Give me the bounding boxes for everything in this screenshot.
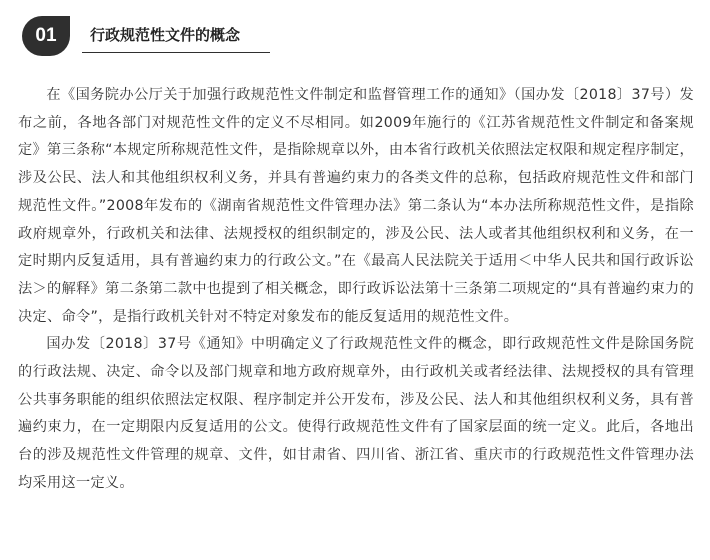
paragraph-1: 在《国务院办公厅关于加强行政规范性文件制定和监督管理工作的通知》（国办发〔2018〕37号）发布之前，各地各部门对规范性文件的定义不尽相同。如2009年施行的《江苏省规范性文件制定和备案规定》第三条称“本规定所称规范性文件，是指除规章以外，由本省行政机关依照法定权限和规定程序制定，涉及公民、法人和其他组织权利义务，并具有普遍约束力的各类文件的总称，包括政府规范性文件和部门规范性文件。”2008年发布的《湖南省规范性文件管理办法》第二条认为“本办法所称规范性文件，是指除政府规章外，行政机关和法律、法规授权的组织制定的，涉及公民、法人或者其他组织权利和义务，在一定时期内反复适用，具有普遍约束力的行政公文。”在《最高人民法院关于适用＜中华人民共和国行政诉讼法＞的解释》第二条第二款中也提到了相关概念，即行政诉讼法第十三条第二项规定的“具有普遍约束力的决定、命令”，是指行政机关针对不特定对象发布的能反复适用的规范性文件。 [18,87,694,325]
paragraph-2: 国办发〔2018〕37号《通知》中明确定义了行政规范性文件的概念，即行政规范性文件是除国务院的行政法规、决定、命令以及部门规章和地方政府规章外，由行政机关或者经法律、法规授权的具有管理公共事务职能的组织依照法定权限、程序制定并公开发布，涉及公民、法人和其他组织权利义务，具有普遍约束力，在一定期限内反复适用的公文。使得行政规范性文件有了国家层面的统一定义。此后，各地出台的涉及规范性文件管理的规章、文件，如甘肃省、四川省、浙江省、重庆市的行政规范性文件管理办法均采用这一定义。 [18,336,694,491]
title-underline [82,52,270,53]
article-body [18,82,694,498]
section-header [22,16,282,56]
section-number-badge: 01 [22,16,70,56]
section-title: 行政规范性文件的概念 [90,26,241,44]
